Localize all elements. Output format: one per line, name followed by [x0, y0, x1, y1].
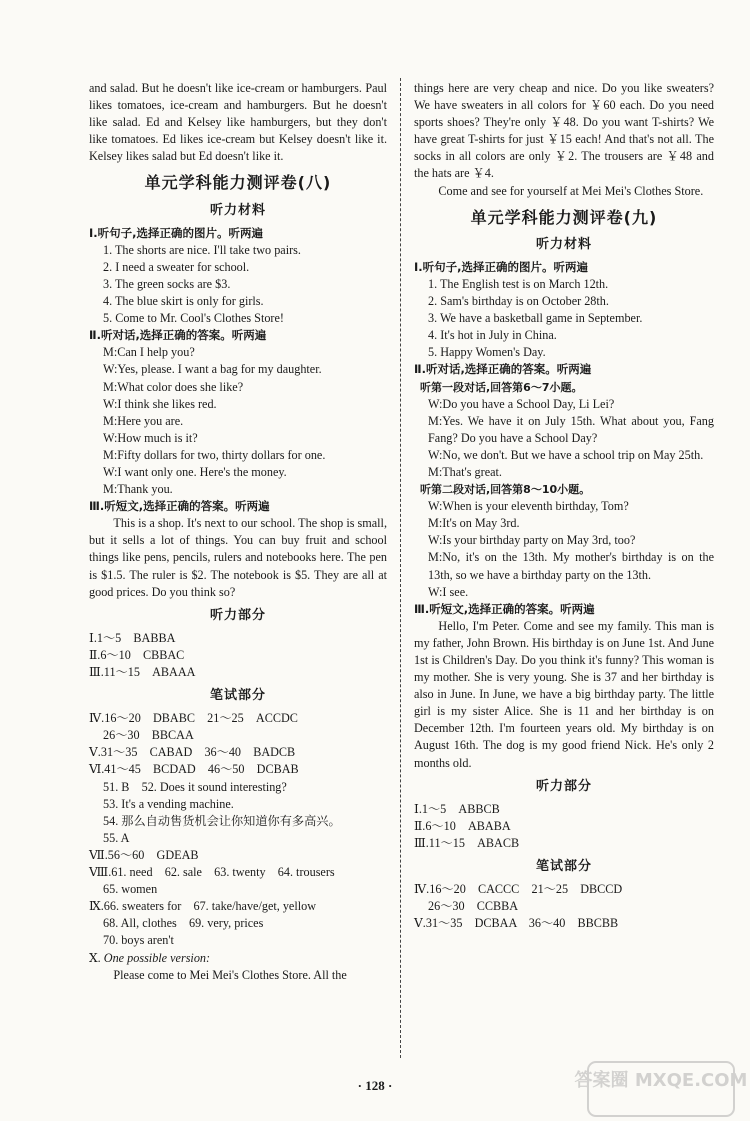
section-1-heading: Ⅰ.听句子,选择正确的图片。听两遍 — [89, 225, 264, 240]
answer-line: 54. 那么自动售货机会让你知道你有多高兴。 — [103, 813, 341, 828]
list-item: 1. The shorts are nice. I'll take two pairs. — [103, 242, 301, 257]
answer-line: Ⅳ.16～20 DBABC 21～25 ACCDC — [89, 711, 298, 726]
listening-materials-heading: 听力材料 — [209, 202, 266, 218]
written-answers — [414, 881, 714, 932]
possible-version-label: One possible version: — [103, 950, 211, 965]
watermark-text: 答案圈 MXQE.COM — [574, 1070, 748, 1091]
dialogue-line: W:Yes, please. I want a bag for my daughter. — [103, 362, 322, 377]
answer-line: 68. All, clothes 69. very, prices — [103, 916, 264, 931]
dialogue-line: W:When is your eleventh birthday, Tom? — [428, 499, 629, 514]
section-1-heading: Ⅰ.听句子,选择正确的图片。听两遍 — [414, 259, 589, 274]
answer-line: 53. It's a vending machine. — [103, 796, 234, 811]
answer-line: 70. boys aren't — [103, 933, 174, 948]
listening-materials-heading: 听力材料 — [535, 236, 592, 252]
written-part-heading: 笔试部分 — [535, 859, 592, 875]
answer-line: Ⅳ.16～20 CACCC 21～25 DBCCD — [414, 882, 623, 897]
closing-paragraph: Come and see for yourself at Mei Mei's Clothes Store. — [438, 183, 704, 198]
passage-text: This is a shop. It's next to our school. The shop is small, but it sells a lot of things. You can buy fruit and school things like pens, pencils, rulers and notebooks here. The pen is $1.5. The ruler is $2. The notebook is $5. They are all at good prices. Do you think so? — [89, 516, 387, 599]
dialogue-line: M:What color does she like? — [103, 379, 244, 394]
section-1-items — [89, 242, 387, 327]
section-1-items — [414, 276, 714, 361]
dialogue-line: W:I want only one. Here's the money. — [103, 464, 287, 479]
answer-line: 55. A — [103, 830, 130, 845]
dialogue-line: W:Is your birthday party on May 3rd, too? — [428, 533, 636, 548]
section-3-heading: Ⅲ.听短文,选择正确的答案。听两遍 — [414, 601, 595, 616]
column-divider — [400, 78, 401, 1058]
dialogue — [89, 344, 387, 498]
answer-line: Ⅱ.6～10 CBBAC — [89, 647, 185, 662]
dialogue-line: M:Fifty dollars for two, thirty dollars for one. — [103, 447, 326, 462]
answer-line: Ⅸ.66. sweaters for 67. take/have/get, yellow — [89, 899, 317, 914]
answer-line: Ⅵ.41～45 BCDAD 46～50 DCBAB — [89, 762, 299, 777]
answer-line: Ⅴ.31～35 CABAD 36～40 BADCB — [89, 745, 296, 760]
section-3-heading: Ⅲ.听短文,选择正确的答案。听两遍 — [89, 499, 270, 514]
dialogue-line: M:Yes. We have it on July 15th. What about you, Fang Fang? Do you have a School Day? — [428, 413, 714, 445]
written-answers — [89, 710, 387, 949]
answer-line: 51. B 52. Does it sound interesting? — [103, 779, 287, 794]
answer-line: Ⅱ.6～10 ABABA — [414, 818, 511, 833]
list-item: 5. Happy Women's Day. — [428, 345, 546, 360]
answer-line: 26～30 BBCAA — [103, 728, 194, 743]
page-number: · 128 · — [357, 1078, 393, 1093]
list-item: 5. Come to Mr. Cool's Clothes Store! — [103, 311, 284, 326]
section-2-heading: Ⅱ.听对话,选择正确的答案。听两遍 — [89, 328, 267, 343]
listening-answers — [414, 801, 714, 852]
passage-text: Hello, I'm Peter. Come and see my family. This man is my father, John Brown. His birthday is on June 1st. And June 1st is Children's Day. Do you think it's funny? This woman is my mother. She is very young. She is 37 and her birthday is also in June. In June, we have a big birthday party. The little girl is my sister Alice. She is 11 and her birthday is on December 12th. I'm fourteen years old. My birthday is on August 16th. The dog is my good friend Nick. He's only 2 months old. — [414, 618, 714, 770]
section-2-heading: Ⅱ.听对话,选择正确的答案。听两遍 — [414, 362, 592, 377]
list-item: 4. The blue skirt is only for girls. — [103, 294, 264, 309]
list-item: 2. I need a sweater for school. — [103, 259, 250, 274]
dialogue-2 — [414, 498, 714, 601]
answer-line: Ⅲ.11～15 ABAAA — [89, 665, 196, 679]
listening-part-heading: 听力部分 — [535, 778, 592, 794]
left-column — [89, 80, 387, 984]
writing-answer-label — [89, 950, 387, 967]
listening-answers — [89, 630, 387, 681]
dialogue-line: W:No, we don't. But we have a school trip on May 25th. — [428, 447, 704, 462]
dialogue-line: W:I think she likes red. — [103, 396, 217, 411]
section-10-label: Ⅹ. — [89, 950, 101, 965]
answer-line: Ⅰ.1～5 BABBA — [89, 630, 176, 645]
list-item: 2. Sam's birthday is on October 28th. — [428, 294, 609, 309]
dialogue-line: W:I see. — [428, 584, 469, 599]
list-item: 4. It's hot in July in China. — [428, 328, 557, 343]
writing-sample-text: Please come to Mei Mei's Clothes Store. All the — [113, 967, 347, 982]
answer-line: Ⅷ.61. need 62. sale 63. twenty 64. trousers — [89, 865, 335, 880]
dialogue-1-note: 听第一段对话,回答第6～7小题。 — [420, 380, 583, 394]
dialogue-line: M:Here you are. — [103, 413, 184, 428]
listening-part-heading: 听力部分 — [209, 607, 266, 623]
dialogue-line: M:That's great. — [428, 464, 502, 479]
dialogue-line: W:Do you have a School Day, Li Lei? — [428, 396, 615, 411]
dialogue-1 — [414, 396, 714, 481]
dialogue-line: M:It's on May 3rd. — [428, 516, 520, 531]
dialogue-2-note: 听第二段对话,回答第8～10小题。 — [420, 483, 591, 497]
written-part-heading: 笔试部分 — [209, 688, 266, 704]
dialogue-line: M:Thank you. — [103, 482, 173, 497]
test-title-9: 单元学科能力测评卷(九) — [470, 207, 658, 227]
answer-line: Ⅶ.56～60 GDEAB — [89, 847, 199, 862]
answer-line: Ⅲ.11～15 ABACB — [414, 835, 520, 850]
answer-line: 26～30 CCBBA — [428, 899, 519, 914]
intro-paragraph: and salad. But he doesn't like ice-cream or hamburgers. Paul likes tomatoes, ice-cream and hamburgers. But he doesn't like salad. Ed and Kelsey like hamburgers, but they don't like tomatoes. Ed likes ice-cream but Kelsey doesn't like it. Kelsey likes salad but Ed doesn't like it. — [89, 81, 387, 164]
watermark-logo — [574, 1060, 748, 1118]
right-column — [414, 80, 714, 932]
continuation-paragraph: things here are very cheap and nice. Do you like sweaters? We have sweaters in all colors for ￥60 each. Do you need sports shoes? They're only ￥48. Do you want T-shirts? We have great T-shirts for just ￥15 each! And that's not all. The socks in all colors are only ￥2. The trousers are ￥48 and the hats are ￥4. — [414, 81, 714, 181]
answer-line: Ⅴ.31～35 DCBAA 36～40 BBCBB — [414, 916, 619, 931]
list-item: 1. The English test is on March 12th. — [428, 276, 609, 291]
answer-line: 65. women — [103, 882, 158, 897]
dialogue-line: M:No, it's on the 13th. My mother's birthday is on the 13th, so we have a birthday party on the 13th. — [428, 550, 714, 582]
list-item: 3. The green socks are $3. — [103, 276, 231, 291]
list-item: 3. We have a basketball game in September. — [428, 311, 643, 326]
dialogue-line: W:How much is it? — [103, 430, 198, 445]
test-title-8: 单元学科能力测评卷(八) — [144, 173, 332, 193]
answer-line: Ⅰ.1～5 ABBCB — [414, 801, 500, 816]
dialogue-line: M:Can I help you? — [103, 345, 195, 360]
